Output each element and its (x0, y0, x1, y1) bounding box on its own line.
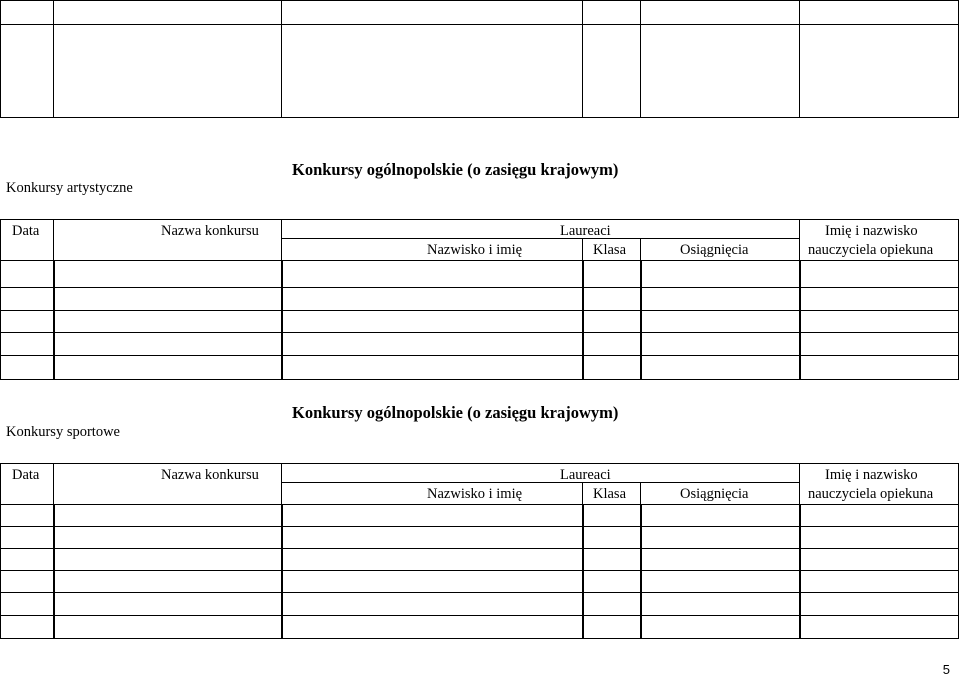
top-table-cell (281, 0, 583, 25)
section-title: Konkursy ogólnopolskie (o zasięgu krajowym) (292, 403, 619, 422)
column-divider (53, 504, 55, 639)
header-class-label: Klasa (593, 242, 627, 258)
top-table-fragment (0, 0, 959, 118)
top-table-cell (281, 24, 583, 118)
table-row (0, 526, 959, 549)
header-achievements-label: Osiągnięcia (680, 486, 749, 502)
top-table-cell (53, 0, 282, 25)
column-divider (582, 260, 584, 380)
section-label: Konkursy sportowe (6, 424, 120, 440)
table-row (0, 592, 959, 616)
table-row (0, 332, 959, 356)
header-class-label: Klasa (593, 486, 627, 502)
header-cell-laureates (281, 219, 800, 239)
top-table-cell (53, 24, 282, 118)
column-divider (799, 260, 801, 380)
top-table-cell (640, 0, 800, 25)
header-contest-name-label: Nazwa konkursu (161, 223, 259, 239)
table-row (0, 570, 959, 593)
header-teacher-label-line2: nauczyciela opiekuna (808, 242, 934, 258)
header-laureates-label: Laureaci (560, 467, 611, 483)
top-table-cell (582, 24, 641, 118)
header-teacher-label-line1: Imię i nazwisko (825, 467, 918, 483)
column-divider (281, 260, 283, 380)
section-title: Konkursy ogólnopolskie (o zasięgu krajowym) (292, 160, 619, 179)
column-divider (640, 260, 642, 380)
table-row (0, 548, 959, 571)
top-table-cell (582, 0, 641, 25)
header-contest-name-label: Nazwa konkursu (161, 467, 259, 483)
header-cell-laureates (281, 463, 800, 483)
header-laureates-label: Laureaci (560, 223, 611, 239)
section-label: Konkursy artystyczne (6, 180, 133, 196)
table-row (0, 615, 959, 639)
table-row (0, 260, 959, 288)
header-achievements-label: Osiągnięcia (680, 242, 749, 258)
table-row (0, 504, 959, 527)
table-row (0, 310, 959, 333)
header-surname-name-label: Nazwisko i imię (427, 486, 523, 502)
column-divider (53, 260, 55, 380)
header-teacher-label-line1: Imię i nazwisko (825, 223, 918, 239)
top-table-cell (0, 24, 54, 118)
top-table-cell (0, 0, 54, 25)
top-table-cell (799, 24, 959, 118)
table-row (0, 355, 959, 380)
table-row (0, 287, 959, 311)
header-teacher-label-line2: nauczyciela opiekuna (808, 486, 934, 502)
column-divider (640, 504, 642, 639)
top-table-cell (640, 24, 800, 118)
header-date-label: Data (12, 223, 40, 239)
column-divider (281, 504, 283, 639)
contest-table-1 (0, 219, 959, 380)
header-date-label: Data (12, 467, 40, 483)
header-surname-name-label: Nazwisko i imię (427, 242, 523, 258)
contest-table-2 (0, 463, 959, 639)
column-divider (799, 504, 801, 639)
column-divider (582, 504, 584, 639)
page-number: 5 (942, 662, 950, 677)
top-table-cell (799, 0, 959, 25)
